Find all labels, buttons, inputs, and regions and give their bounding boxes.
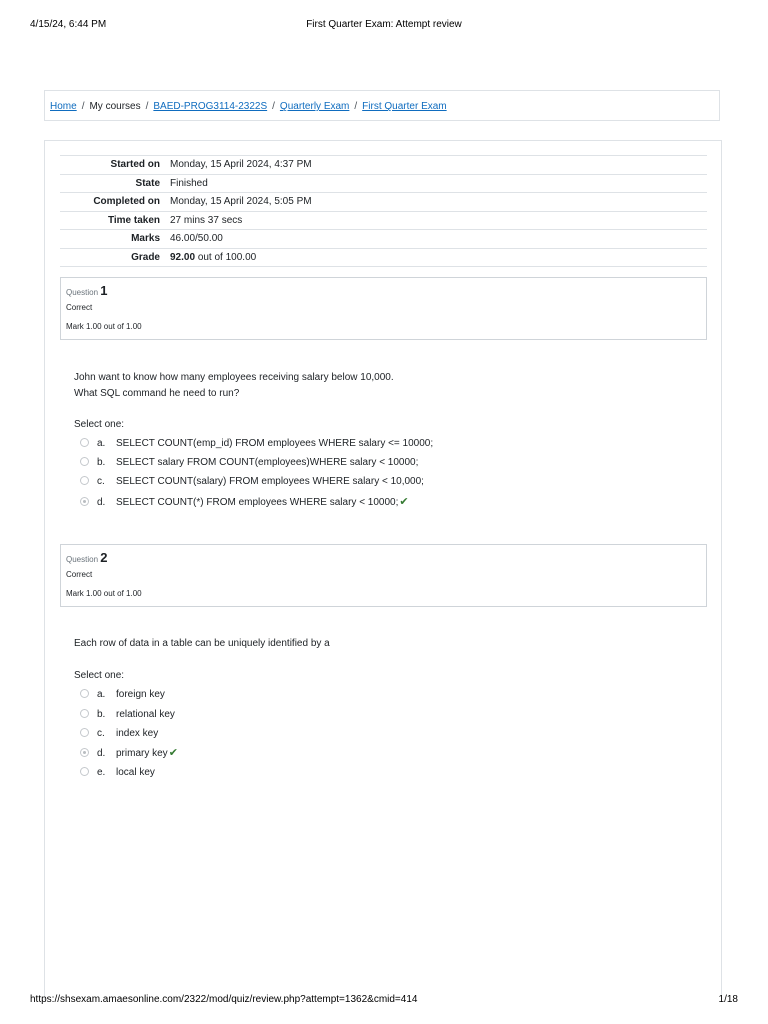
option-text: index key xyxy=(116,728,159,739)
breadcrumb-home[interactable]: Home xyxy=(50,101,77,112)
breadcrumb-separator: / xyxy=(145,101,149,112)
q1-option-d[interactable] xyxy=(80,495,409,509)
print-date: 4/15/24, 6:44 PM xyxy=(30,19,107,30)
question-number xyxy=(66,550,108,565)
breadcrumb-separator: / xyxy=(81,101,85,112)
summary-value: Monday, 15 April 2024, 5:05 PM xyxy=(170,196,312,208)
q2-option-b[interactable] xyxy=(80,708,175,722)
option-text: SELECT COUNT(*) FROM employees WHERE salary < 10000; xyxy=(116,497,399,508)
radio-button[interactable] xyxy=(80,728,89,737)
radio-button-selected[interactable] xyxy=(80,497,89,506)
grade-score: 92.00 xyxy=(170,251,196,263)
summary-value xyxy=(165,248,707,267)
summary-row-started-on xyxy=(60,156,707,175)
question-1-info xyxy=(60,277,707,340)
summary-row-state xyxy=(60,174,707,193)
radio-button[interactable] xyxy=(80,476,89,485)
print-page-number: 1/18 xyxy=(718,994,738,1005)
print-header xyxy=(30,19,738,33)
question-1-text xyxy=(74,370,394,402)
option-text: relational key xyxy=(116,709,175,720)
q2-option-e[interactable] xyxy=(80,766,155,780)
question-text-line: John want to know how many employees receiving salary below 10,000. xyxy=(74,372,394,383)
question-number-value: 1 xyxy=(100,283,108,298)
correct-check-icon: ✔ xyxy=(168,747,178,759)
summary-value: Monday, 15 April 2024, 4:37 PM xyxy=(170,159,312,171)
summary-label: Started on xyxy=(110,159,160,171)
print-footer xyxy=(30,994,738,1008)
option-text: SELECT COUNT(salary) FROM employees WHERE salary < 10,000; xyxy=(116,476,424,487)
q2-option-d[interactable] xyxy=(80,746,178,760)
summary-label: Time taken xyxy=(107,214,160,226)
breadcrumb-quiz[interactable]: First Quarter Exam xyxy=(362,101,447,112)
grade-out-of: out of 100.00 xyxy=(197,251,257,263)
breadcrumb-separator: / xyxy=(272,101,275,112)
correct-check-icon: ✔ xyxy=(399,496,409,508)
option-letter: d. xyxy=(97,748,106,759)
breadcrumb-section[interactable]: Quarterly Exam xyxy=(279,101,350,112)
summary-label: Grade xyxy=(131,251,160,263)
attempt-summary-table xyxy=(60,155,707,267)
radio-button[interactable] xyxy=(80,457,89,466)
q1-option-b[interactable] xyxy=(80,456,418,470)
option-letter: b. xyxy=(97,457,106,468)
radio-button[interactable] xyxy=(80,709,89,718)
option-letter: b. xyxy=(97,709,106,720)
summary-value: 27 mins 37 secs xyxy=(170,214,243,226)
radio-button[interactable] xyxy=(80,767,89,776)
q1-option-a[interactable] xyxy=(80,437,433,451)
option-letter: a. xyxy=(97,438,106,449)
summary-label: Marks xyxy=(131,233,160,245)
q2-option-c[interactable] xyxy=(80,727,158,741)
question-mark: Mark 1.00 out of 1.00 xyxy=(66,589,142,598)
radio-button[interactable] xyxy=(80,438,89,447)
summary-row-completed-on xyxy=(60,193,707,212)
question-state: Correct xyxy=(66,570,93,579)
radio-button-selected[interactable] xyxy=(80,748,89,757)
option-letter: e. xyxy=(97,767,106,778)
summary-value: 46.00/50.00 xyxy=(170,233,223,245)
question-number xyxy=(66,283,108,298)
breadcrumb-course[interactable]: BAED-PROG3114-2322S xyxy=(153,101,268,112)
breadcrumb-my-courses: My courses xyxy=(89,101,141,112)
summary-label: State xyxy=(135,177,160,189)
q1-option-c[interactable] xyxy=(80,475,424,489)
breadcrumb xyxy=(44,90,720,121)
option-letter: a. xyxy=(97,689,106,700)
option-text: primary key xyxy=(116,748,168,759)
question-2-info xyxy=(60,544,707,607)
option-text: local key xyxy=(116,767,155,778)
option-text: SELECT COUNT(emp_id) FROM employees WHERE salary <= 10000; xyxy=(116,438,434,449)
print-url: https://shsexam.amaesonline.com/2322/mod/quiz/review.php?attempt=1362&cmid=414 xyxy=(30,994,418,1005)
radio-button[interactable] xyxy=(80,689,89,698)
q2-option-a[interactable] xyxy=(80,688,165,702)
question-number-value: 2 xyxy=(100,550,108,565)
summary-value: Finished xyxy=(170,177,208,189)
summary-label: Completed on xyxy=(93,196,160,208)
question-mark: Mark 1.00 out of 1.00 xyxy=(66,322,142,331)
question-state: Correct xyxy=(66,303,93,312)
print-title: First Quarter Exam: Attempt review xyxy=(306,19,462,30)
question-2-prompt: Select one: xyxy=(74,670,125,681)
question-2-text xyxy=(74,636,330,652)
option-letter: c. xyxy=(97,476,105,487)
summary-row-grade xyxy=(60,248,707,267)
question-1-prompt: Select one: xyxy=(74,419,125,430)
option-text: foreign key xyxy=(116,689,165,700)
option-letter: d. xyxy=(97,497,106,508)
summary-row-time-taken xyxy=(60,211,707,230)
question-prefix: Question xyxy=(66,288,99,297)
option-letter: c. xyxy=(97,728,105,739)
question-prefix: Question xyxy=(66,555,99,564)
question-text-line: Each row of data in a table can be uniquely identified by a xyxy=(74,638,330,649)
breadcrumb-separator: / xyxy=(354,101,358,112)
summary-row-marks xyxy=(60,230,707,249)
question-text-line: What SQL command he need to run? xyxy=(74,388,240,399)
option-text: SELECT salary FROM COUNT(employees)WHERE salary < 10000; xyxy=(116,457,419,468)
